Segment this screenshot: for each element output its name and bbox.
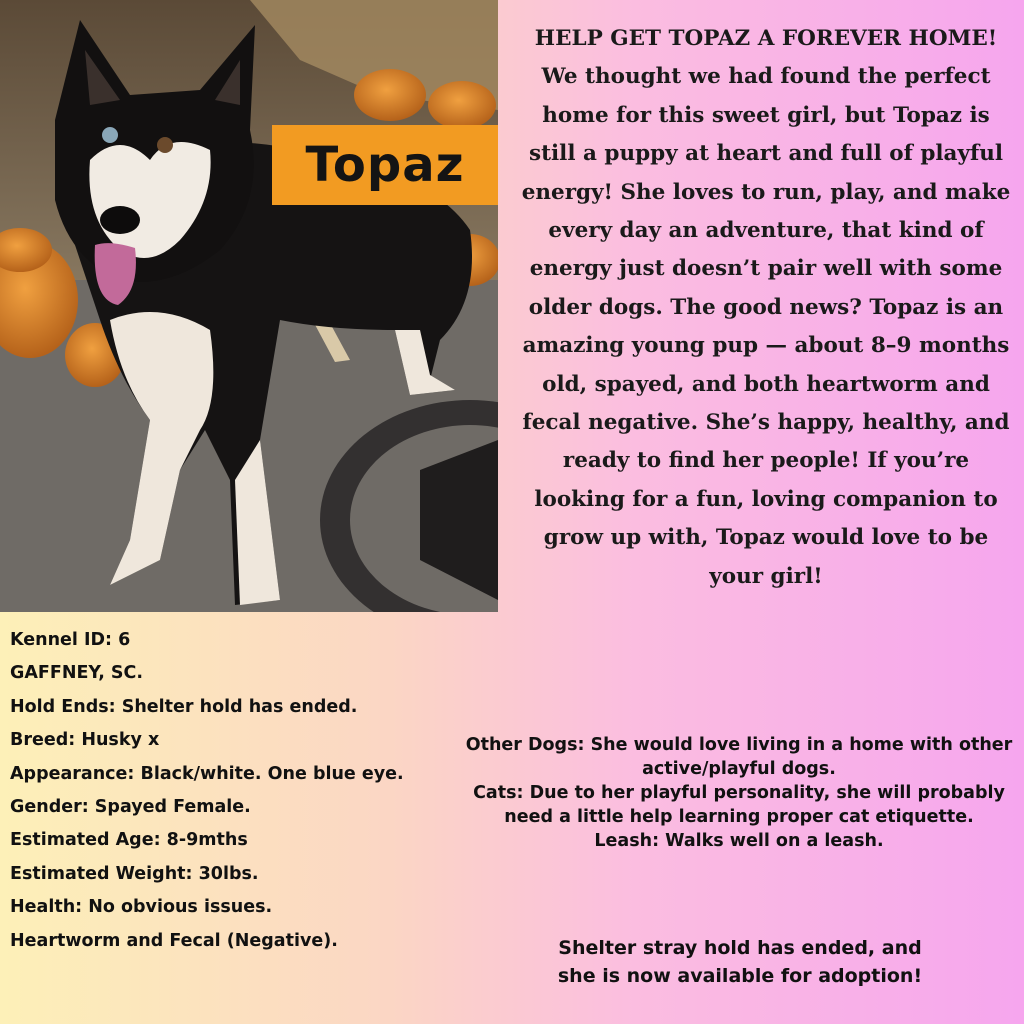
breed: Breed: Husky x: [10, 730, 160, 751]
test-results: Heartworm and Fecal (Negative).: [10, 930, 338, 951]
dog-details: [10, 624, 410, 958]
cats-text: Cats: Due to her playful personality, she will probably need a little help learning proper cat etiquette.: [473, 783, 1005, 827]
other-dogs-text: Other Dogs: She would love living in a home with other active/playful dogs.: [465, 735, 1013, 779]
estimated-weight: Estimated Weight: 30lbs.: [10, 863, 259, 884]
status-line: she is now available for adoption!: [557, 965, 923, 987]
compatibility-info: [462, 733, 1016, 853]
status-line: Shelter stray hold has ended, and: [558, 937, 922, 959]
dog-photo: [0, 0, 498, 612]
adoption-status: [520, 934, 960, 990]
leash-text: Leash: Walks well on a leash.: [594, 831, 884, 851]
kennel-id: Kennel ID: 6: [10, 630, 131, 650]
gender: Gender: Spayed Female.: [10, 797, 251, 818]
hold-ends: Hold Ends: Shelter hold has ended.: [10, 696, 358, 717]
appearance: Appearance: Black/white. One blue eye.: [10, 763, 404, 784]
pumpkin-decor: [354, 69, 426, 121]
estimated-age: Estimated Age: 8-9mths: [10, 830, 248, 851]
dog-illustration: [0, 0, 498, 612]
location: GAFFNEY, SC.: [10, 663, 144, 684]
pumpkin-decor: [428, 81, 496, 129]
name-tag: Topaz: [272, 125, 498, 205]
adoption-story: HELP GET TOPAZ A FOREVER HOME! We thought we had found the perfect home for this sweet girl, but Topaz is still a puppy at heart and full of playful energy! She loves to run, play, and make every day an adventure, that kind of energy just doesn’t pair well with some older dogs. The good news? Topaz is an amazing young pup — about 8–9 months old, spayed, and both heartworm and fecal negative. She’s happy, healthy, and ready to find her people! If you’re looking for a fun, loving companion to grow up with, Topaz would love to be your girl!: [521, 26, 1011, 589]
health: Health: No obvious issues.: [10, 897, 273, 918]
